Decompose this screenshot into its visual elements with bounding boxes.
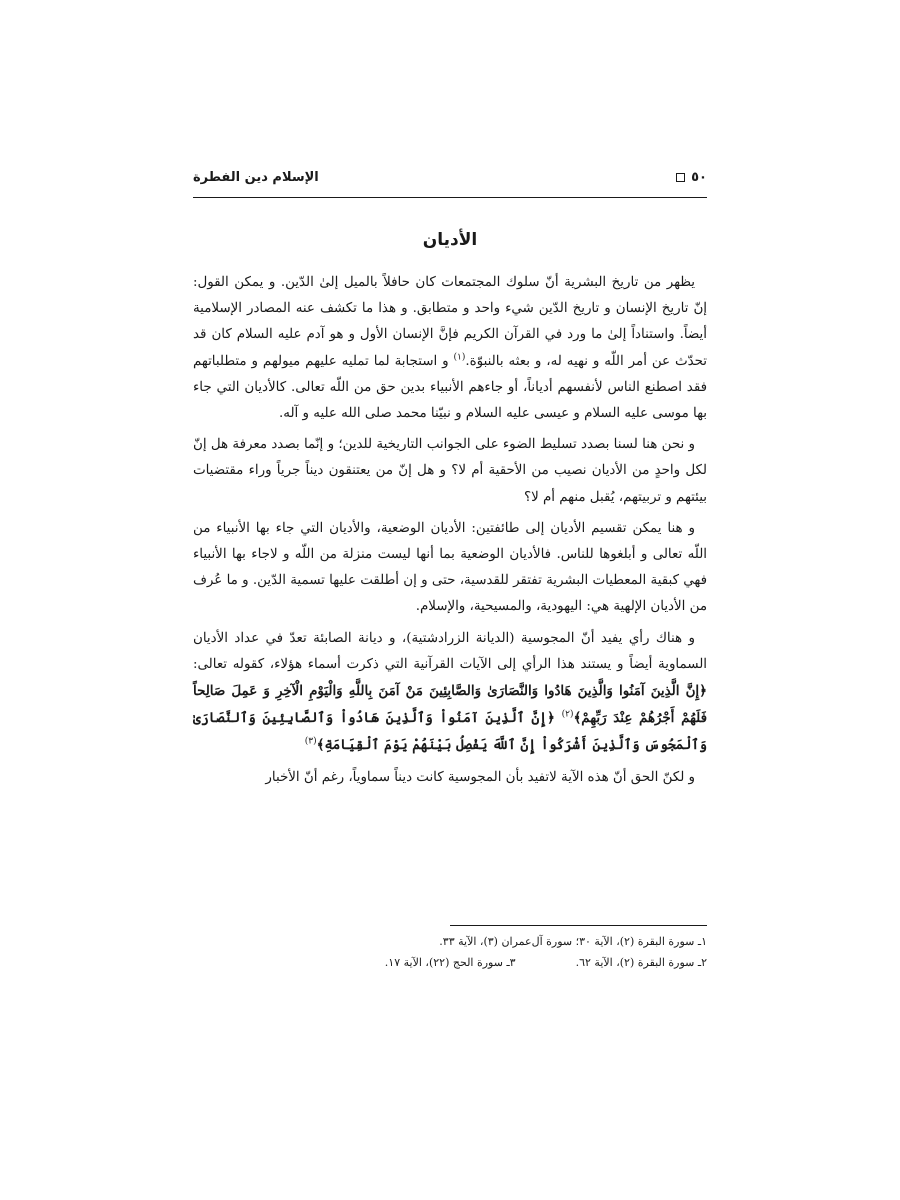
paragraph-text: و لكنّ الحق أنّ هذه الآية لاتفيد بأن المجوسية كانت ديناً سماوياً، رغم أنّ الأخبار [265, 769, 695, 785]
body-text [193, 270, 707, 796]
paragraph-text: يظهر من تاريخ البشرية أنّ سلوك المجتمعات كان حافلاً بالميل إلىٰ الدّين. و يمكن القول: إنّ تاريخ الإنسان و تاريخ الدّين شيء واحد و متطابق. و هذا ما تكشف عنه المصادر الإسلامية أيضاً. واستناداً إلىٰ ما ورد في القرآن الكريم فإنَّ الإنسان الأول و هو آدم عليه السلام كان قد تحدّث عن أمر اللّه و نهيه له، و بعثه بالنبوّة. [193, 275, 707, 369]
quran-verse-2: ﴿إِنَّ ٱلَّذِينَ آمَنُواْ وَٱلَّذِينَ هَادُواْ وَٱلصَّابِئِينَ وَٱلنَّصَارَىٰ وَٱلْمَجُوسَ وَٱلَّذِينَ أَشْرَكُواْ إِنَّ ٱللَّهَ يَفْصِلُ بَيْنَهُمْ يَوْمَ ٱلْقِيَامَةِ﴾ [193, 710, 707, 754]
footnote-2: ٢ـ سورة البقرة (٢)، الآية ٦٢. [575, 956, 707, 969]
footnotes [193, 931, 707, 973]
paragraph-3 [193, 516, 707, 621]
paragraph-text: و نحن هنا لسنا بصدد تسليط الضوء على الجوانب التاريخية للدين؛ و إنّما بصدد معرفة هل إنّ لكل واحدٍ من الأديان نصيب من الأحقية أم لا؟ و هل إنّ من يعتنقون ديناً جرياً وراء مقتضيات بيئتهم و تربيتهم، يُقبل منهم أم لا؟ [193, 437, 707, 505]
footnote-marker-1: (١) [453, 352, 466, 363]
footnote-marker-2: (٢) [561, 709, 574, 720]
paragraph-4 [193, 626, 707, 760]
page-number-block [676, 170, 707, 185]
square-bullet-icon [676, 173, 685, 182]
section-title: الأديان [422, 230, 478, 250]
footnote-row [193, 952, 707, 973]
page-number: ٥٠ [691, 170, 707, 185]
footnote-3: ٣ـ سورة الحج (٢٢)، الآية ١٧. [384, 956, 516, 969]
quran-verse-1: ﴿إِنَّ الَّذِينَ آمَنُوا وَالَّذِينَ هَادُوا وَالنَّصَارَىٰ وَالصَّابِئِينَ مَنْ آمَنَ بِاللَّهِ وَالْيَوْمِ الْآخِرِ وَ عَمِلَ صَالِحاً فَلَهُمْ أَجْرُهُمْ عِنْدَ رَبِّهِمْ﴾ [193, 683, 708, 727]
paragraph-5 [193, 765, 707, 791]
paragraph-text-continued: و استجابة لما تمليه عليهم ميولهم و متطلباتهم فقد اصطنع الناس لأنفسهم أدياناً، أو جاءهم الأنبياء بدين حق من اللّه تعالى. كالأديان التي جاء بها موسى عليه السلام و عيسى عليه السلام و نبيّنا محمد صلى الله عليه و آله. [193, 353, 707, 422]
paragraph-1 [193, 270, 707, 427]
footnote-marker-3: (٣) [304, 736, 317, 747]
header-divider [193, 197, 707, 198]
paragraph-text: و هناك رأي يفيد أنّ المجوسية (الديانة الزرادشتية)، و ديانة الصابئة تعدّ في عداد الأديان السماوية أيضاً و يستند هذا الرأي إلى الآيات القرآنية التي ذكرت أسماء هؤلاء، كقوله تعالى: [193, 630, 707, 672]
footnote-divider [450, 925, 707, 926]
book-title: الإسلام دين الفطرة [193, 170, 319, 185]
running-header [193, 168, 707, 192]
paragraph-2 [193, 432, 707, 511]
paragraph-text: و هنا يمكن تقسيم الأديان إلى طائفتين: الأديان الوضعية، والأديان التي جاء بها الأنبياء من اللّه تعالى و أبلغوها للناس. فالأديان الوضعية بما أنها ليست منزلة من اللّه و لاجاء بها الأنبياء فهي كبقية المعطيات البشرية تفتقر للقدسية، حتى و إن أطلقت عليها تسمية الدّين. و ما عُرف من الأديان الإلهية هي: اليهودية، والمسيحية، والإسلام. [193, 520, 707, 615]
footnote-1: ١ـ سورة البقرة (٢)، الآية ٣٠؛ سورة آل‌عمران (٣)، الآية ٣٣. [439, 935, 707, 948]
